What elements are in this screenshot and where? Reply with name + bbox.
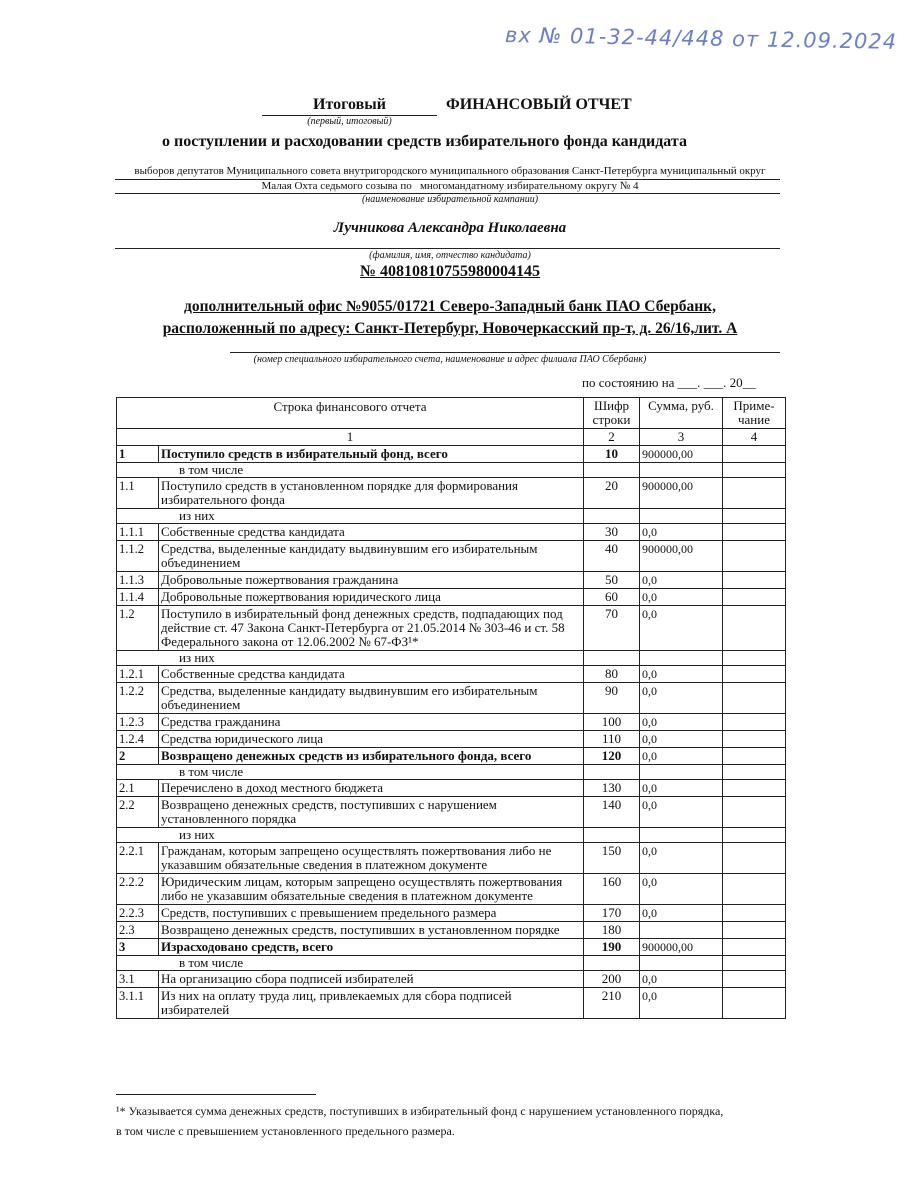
header-num-3: 3 <box>640 429 723 446</box>
row-number: 1.1.1 <box>117 524 159 541</box>
row-number: 2.3 <box>117 922 159 939</box>
financial-report-table <box>116 397 786 1019</box>
table-row <box>117 589 786 606</box>
bank-underline <box>230 352 780 353</box>
row-code: 90 <box>584 683 640 714</box>
row-label: Возвращено денежных средств, поступивших с нарушением установленного порядка <box>159 797 584 828</box>
row-note <box>723 606 786 651</box>
subheading-label: из них <box>117 651 584 666</box>
row-sum: 0,0 <box>640 731 723 748</box>
bank-line-1: дополнительный офис №9055/01721 Северо-Западный банк ПАО Сбербанк, <box>184 298 716 315</box>
account-number: № 40810810755980004145 <box>359 263 541 280</box>
row-number: 1.2 <box>117 606 159 651</box>
table-row <box>117 606 786 651</box>
table-row <box>117 731 786 748</box>
table-row <box>117 988 786 1019</box>
row-number: 2.2.3 <box>117 905 159 922</box>
handwritten-registration-note: вх № 01-32-44/448 от 12.09.2024 <box>504 23 897 54</box>
row-note <box>723 524 786 541</box>
table-row <box>117 748 786 765</box>
row-label: Возвращено денежных средств из избирательного фонда, всего <box>159 748 584 765</box>
row-sum: 0,0 <box>640 748 723 765</box>
row-label: Добровольные пожертвования юридического лица <box>159 589 584 606</box>
row-code: 200 <box>584 971 640 988</box>
row-sum: 0,0 <box>640 905 723 922</box>
campaign-hint: (наименование избирательной кампании) <box>361 194 539 205</box>
row-sum: 0,0 <box>640 524 723 541</box>
row-label: Собственные средства кандидата <box>159 524 584 541</box>
row-sum: 0,0 <box>640 988 723 1019</box>
empty-cell <box>640 509 723 524</box>
row-code: 10 <box>584 446 640 463</box>
row-sum: 900000,00 <box>640 478 723 509</box>
row-code: 100 <box>584 714 640 731</box>
empty-cell <box>723 956 786 971</box>
row-note <box>723 589 786 606</box>
row-note <box>723 988 786 1019</box>
table-row <box>117 524 786 541</box>
row-number: 3.1 <box>117 971 159 988</box>
table-row <box>117 971 786 988</box>
row-code: 120 <box>584 748 640 765</box>
row-note <box>723 666 786 683</box>
footnote-line-1: ¹* Указывается сумма денежных средств, поступивших в избирательный фонд с нарушением установленного порядка, <box>116 1104 724 1118</box>
bank-line-2: расположенный по адресу: Санкт-Петербург, Новочеркасский пр-т, д. 26/16,лит. А <box>162 320 738 337</box>
table-subheading-row <box>117 765 786 780</box>
row-note <box>723 939 786 956</box>
table-subheading-row <box>117 956 786 971</box>
table-row <box>117 922 786 939</box>
row-label: Собственные средства кандидата <box>159 666 584 683</box>
subheading-label: в том числе <box>117 765 584 780</box>
row-note <box>723 874 786 905</box>
table-row <box>117 797 786 828</box>
row-number: 2.2.2 <box>117 874 159 905</box>
row-note <box>723 843 786 874</box>
footnote-line-2: в том числе с превышением установленного предельного размера. <box>116 1124 455 1138</box>
empty-cell <box>723 463 786 478</box>
row-label: Израсходовано средств, всего <box>159 939 584 956</box>
row-label: Средства юридического лица <box>159 731 584 748</box>
report-subtitle: о поступлении и расходовании средств избирательного фонда кандидата <box>162 133 687 150</box>
row-number: 2 <box>117 748 159 765</box>
row-note <box>723 572 786 589</box>
as-of-date: по состоянию на ___. ___. 20__ <box>582 375 756 390</box>
row-note <box>723 683 786 714</box>
row-number: 2.2.1 <box>117 843 159 874</box>
row-label: Средства гражданина <box>159 714 584 731</box>
row-number: 1 <box>117 446 159 463</box>
empty-cell <box>584 463 640 478</box>
header-num-1: 1 <box>117 429 584 446</box>
table-row <box>117 446 786 463</box>
row-label: На организацию сбора подписей избирателей <box>159 971 584 988</box>
footnote-separator <box>116 1094 316 1095</box>
row-label: Средства, выделенные кандидату выдвинувшим его избирательным объединением <box>159 541 584 572</box>
row-label: Возвращено денежных средств, поступивших в установленном порядке <box>159 922 584 939</box>
row-sum: 0,0 <box>640 606 723 651</box>
candidate-hint: (фамилия, имя, отчество кандидата) <box>369 250 531 261</box>
table-row <box>117 843 786 874</box>
row-label: Средства, выделенные кандидату выдвинувшим его избирательным объединением <box>159 683 584 714</box>
empty-cell <box>584 828 640 843</box>
empty-cell <box>584 509 640 524</box>
empty-cell <box>584 651 640 666</box>
campaign-line-2: Малая Охта седьмого созыва по многомандатному избирательному округу № 4 <box>261 180 639 192</box>
row-code: 50 <box>584 572 640 589</box>
row-note <box>723 731 786 748</box>
header-note: Приме- чание <box>723 398 786 429</box>
empty-cell <box>723 651 786 666</box>
table-row <box>117 478 786 509</box>
empty-cell <box>723 765 786 780</box>
row-code: 30 <box>584 524 640 541</box>
report-type-value: Итоговый <box>313 96 386 113</box>
row-code: 130 <box>584 780 640 797</box>
table-row <box>117 683 786 714</box>
table-subheading-row <box>117 463 786 478</box>
row-number: 1.1 <box>117 478 159 509</box>
empty-cell <box>723 509 786 524</box>
row-code: 70 <box>584 606 640 651</box>
row-label: Поступило средств в избирательный фонд, всего <box>159 446 584 463</box>
row-note <box>723 446 786 463</box>
row-note <box>723 905 786 922</box>
row-sum: 900000,00 <box>640 446 723 463</box>
empty-cell <box>640 651 723 666</box>
row-note <box>723 541 786 572</box>
subheading-label: в том числе <box>117 956 584 971</box>
row-code: 210 <box>584 988 640 1019</box>
bank-hint: (номер специального избирательного счета, наименование и адрес филиала ПАО Сбербанк) <box>253 354 647 365</box>
row-label: Поступило средств в установленном порядке для формирования избирательного фонда <box>159 478 584 509</box>
table-row <box>117 666 786 683</box>
row-label: Средств, поступивших с превышением предельного размера <box>159 905 584 922</box>
row-sum: 0,0 <box>640 874 723 905</box>
empty-cell <box>640 463 723 478</box>
row-number: 3 <box>117 939 159 956</box>
row-number: 2.2 <box>117 797 159 828</box>
subheading-label: из них <box>117 509 584 524</box>
row-code: 40 <box>584 541 640 572</box>
row-sum: 0,0 <box>640 572 723 589</box>
row-sum: 0,0 <box>640 589 723 606</box>
row-label: Добровольные пожертвования гражданина <box>159 572 584 589</box>
header-num-4: 4 <box>723 429 786 446</box>
header-num-2: 2 <box>584 429 640 446</box>
row-label: Перечислено в доход местного бюджета <box>159 780 584 797</box>
row-label: Поступило в избирательный фонд денежных средств, подпадающих под действие ст. 47 Закона Санкт-Петербурга от 21.05.2014 № 303-46 и ст. 58 Федерального закона от 12.06.2002 № 67-ФЗ¹* <box>159 606 584 651</box>
row-code: 140 <box>584 797 640 828</box>
candidate-name: Лучникова Александра Николаевна <box>333 220 567 236</box>
report-title: ФИНАНСОВЫЙ ОТЧЕТ <box>446 96 632 113</box>
row-code: 160 <box>584 874 640 905</box>
candidate-underline <box>115 248 780 249</box>
header-line: Строка финансового отчета <box>117 398 584 429</box>
table-body <box>117 446 786 1019</box>
row-label: Из них на оплату труда лиц, привлекаемых для сбора подписей избирателей <box>159 988 584 1019</box>
report-type-hint: (первый, итоговый) <box>307 116 392 127</box>
empty-cell <box>640 956 723 971</box>
campaign-line-1: выборов депутатов Муниципального совета внутригородского муниципального образования Санкт-Петербурга муниципальный округ <box>134 165 766 177</box>
subheading-label: из них <box>117 828 584 843</box>
table-row <box>117 780 786 797</box>
row-number: 1.2.1 <box>117 666 159 683</box>
row-note <box>723 478 786 509</box>
table-row <box>117 939 786 956</box>
row-number: 1.1.4 <box>117 589 159 606</box>
table-row <box>117 714 786 731</box>
row-code: 80 <box>584 666 640 683</box>
row-sum: 0,0 <box>640 780 723 797</box>
empty-cell <box>584 765 640 780</box>
row-note <box>723 971 786 988</box>
row-number: 3.1.1 <box>117 988 159 1019</box>
table-subheading-row <box>117 828 786 843</box>
row-number: 1.1.2 <box>117 541 159 572</box>
row-label: Гражданам, которым запрещено осуществлять пожертвования либо не указавшим обязательные сведения в платежном документе <box>159 843 584 874</box>
table-header-row <box>117 398 786 429</box>
row-code: 180 <box>584 922 640 939</box>
row-code: 60 <box>584 589 640 606</box>
table-row <box>117 905 786 922</box>
row-code: 190 <box>584 939 640 956</box>
empty-cell <box>723 828 786 843</box>
row-note <box>723 714 786 731</box>
table-subheading-row <box>117 509 786 524</box>
row-sum: 900000,00 <box>640 939 723 956</box>
row-number: 1.2.4 <box>117 731 159 748</box>
header-code: Шифр строки <box>584 398 640 429</box>
table-row <box>117 572 786 589</box>
row-sum: 0,0 <box>640 843 723 874</box>
table-row <box>117 874 786 905</box>
row-label: Юридическим лицам, которым запрещено осуществлять пожертвования либо не указавшим обязательные сведения в платежном документе <box>159 874 584 905</box>
row-sum: 0,0 <box>640 971 723 988</box>
row-number: 1.2.2 <box>117 683 159 714</box>
table-row <box>117 541 786 572</box>
empty-cell <box>584 956 640 971</box>
row-code: 170 <box>584 905 640 922</box>
row-note <box>723 780 786 797</box>
subheading-label: в том числе <box>117 463 584 478</box>
row-sum: 0,0 <box>640 797 723 828</box>
empty-cell <box>640 828 723 843</box>
row-sum: 900000,00 <box>640 541 723 572</box>
row-note <box>723 922 786 939</box>
header-sum: Сумма, руб. <box>640 398 723 429</box>
row-number: 1.2.3 <box>117 714 159 731</box>
row-sum <box>640 922 723 939</box>
row-sum: 0,0 <box>640 714 723 731</box>
table-subheading-row <box>117 651 786 666</box>
row-sum: 0,0 <box>640 683 723 714</box>
table-header-numbers-row <box>117 429 786 446</box>
row-note <box>723 797 786 828</box>
row-number: 1.1.3 <box>117 572 159 589</box>
empty-cell <box>640 765 723 780</box>
row-number: 2.1 <box>117 780 159 797</box>
row-code: 20 <box>584 478 640 509</box>
row-sum: 0,0 <box>640 666 723 683</box>
row-code: 110 <box>584 731 640 748</box>
row-code: 150 <box>584 843 640 874</box>
row-note <box>723 748 786 765</box>
